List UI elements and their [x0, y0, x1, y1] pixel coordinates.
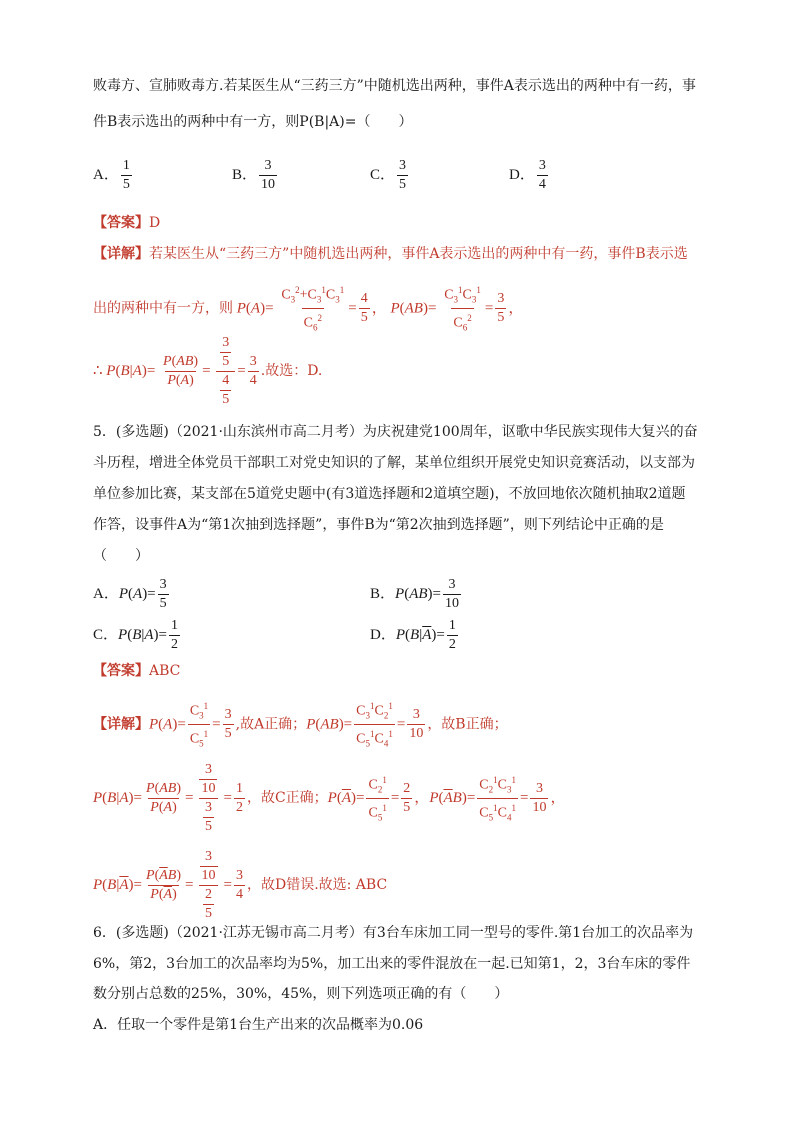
q6-text-line-2: 6%，第2，3台加工的次品率均为5%，加工出来的零件混放在一起.已知第1，2，3台车床的零件: [93, 956, 691, 972]
q4-option-b[interactable]: B． $\frac{3}{10}$: [232, 158, 276, 192]
q6-option-a[interactable]: A．任取一个零件是第1台生产出来的次品概率为0.06: [93, 1017, 424, 1033]
q4-text-line-1: 败毒方、宣肺败毒方.若某医生从“三药三方”中随机选出两种，事件A表示选出的两种中有一药，事: [93, 78, 696, 94]
q5-answer: 【答案】ABC: [93, 663, 181, 679]
q5-text-line-3: 单位参加比赛，某支部在5道党史题中(有3道选择题和2道填空题)，不放回地依次随机抽取2道题: [93, 486, 686, 502]
q4-detail-line-2: 出的两种中有一方，则 P(A)= $\frac{C_3^2+C_3^1C_3^1}{C_6^2}$ = $\frac{4}{5}$ ， P(AB)= $\frac{C_3^1C_3^1}{C_6^2}$ = $\frac{3}{5}$ ，: [93, 282, 523, 336]
q5-detail-line-3: $P(B|\overline{A})=$ $\frac{P(\overline{A}B)}{P(\overline{A})}$ = $\frac{\frac{3}{10}}{\frac{2}{5}}$ = $\frac{3}{4}$ ，故D错误.故选: ABC: [93, 849, 388, 921]
q5-option-d[interactable]: D．$P(B|\overline{A})=$ $\frac{1}{2}$: [370, 618, 456, 652]
q5-detail-line-1: 【详解】P(A)= $\frac{C_3^1}{C_5^1}$ = $\frac{3}{5}$ ,故A正确；P(AB)= $\frac{C_3^1C_2^1}{C_5^1C_4^1}$ = $\frac{3}{10}$ ，故B正确；: [93, 698, 508, 752]
q6-text-line-1: 6．(多选题)（2021·江苏无锡市高二月考）有3台车床加工同一型号的零件.第1台加工的次品率为: [93, 925, 694, 941]
q4-option-a[interactable]: A． $\frac{1}{5}$: [93, 158, 130, 192]
q5-option-b[interactable]: B．P(AB)= $\frac{3}{10}$: [370, 577, 459, 611]
q6-text-line-3: 数分别占总数的25%，30%，45%，则下列选项正确的有（ ）: [93, 986, 509, 1002]
q4-option-c[interactable]: C． $\frac{3}{5}$: [370, 158, 407, 192]
q4-option-d[interactable]: D． $\frac{3}{4}$: [509, 158, 546, 192]
q5-text-line-5: （ ）: [93, 548, 149, 564]
q5-option-c[interactable]: C．P(B|A)= $\frac{1}{2}$: [93, 618, 179, 652]
q4-answer: 【答案】D: [93, 215, 161, 231]
q4-text-line-2: 件B表示选出的两种中有一方，则P(B|A)=（ ）: [93, 114, 413, 130]
q5-text-line-1: 5．(多选题)（2021·山东滨州市高二月考）为庆祝建党100周年，讴歌中华民族实现伟大复兴的奋: [93, 424, 698, 440]
q5-text-line-2: 斗历程，增进全体党员干部职工对党史知识的了解，某单位组织开展党史知识竞赛活动，以支部为: [93, 455, 695, 471]
q4-detail-line-3: ∴ P(B|A)= $\frac{P(AB)}{P(A)}$ = $\frac{\frac{3}{5}}{\frac{4}{5}}$ = $\frac{3}{4}$ .故选：D.: [93, 335, 323, 407]
q5-detail-line-2: P(B|A)= $\frac{P(AB)}{P(A)}$ = $\frac{\frac{3}{10}}{\frac{3}{5}}$ = $\frac{1}{2}$ ，故C正确；$P(\overline{A})=$ $\frac{C_2^1}{C_5^1}$ = $\frac{2}{5}$ ，$P(\overline{A}B)=$ $\frac{C_2^1C_3^1}{C_5^1C_4^1}$ = $\frac{3}{10}$ ，: [93, 762, 566, 834]
q5-option-a[interactable]: A．P(A)= $\frac{3}{5}$: [93, 577, 167, 611]
q5-text-line-4: 作答，设事件A为“第1次抽到选择题”，事件B为“第2次抽到选择题”，则下列结论中正确的是: [93, 517, 664, 533]
q4-detail-line-1: 【详解】若某医生从“三药三方”中随机选出两种，事件A表示选出的两种中有一药，事件B表示选: [93, 246, 688, 262]
